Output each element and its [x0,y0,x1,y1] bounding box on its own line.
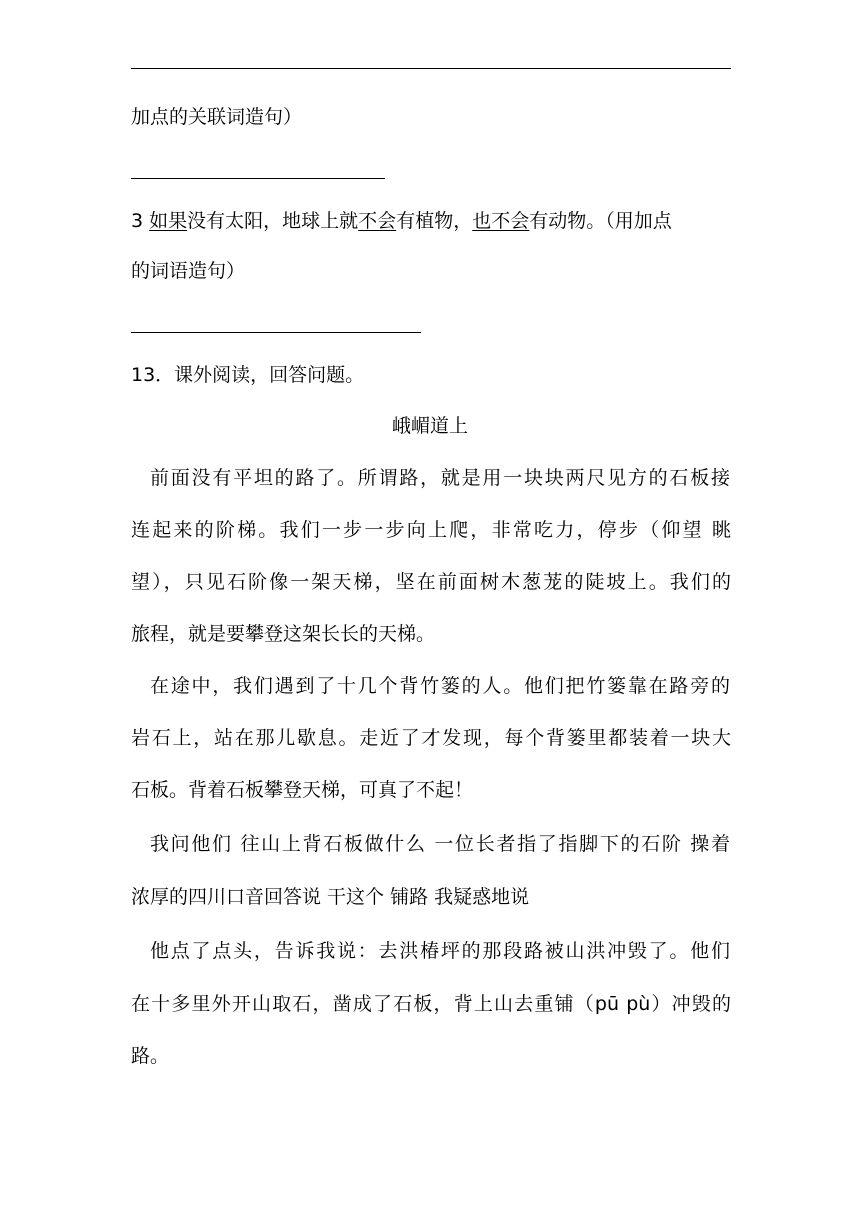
passage-line: 我问他们 往山上背石板做什么 一位长者指了指脚下的石阶 操着 [150,833,730,855]
passage-line: 连起来的阶梯。我们一步一步向上爬，非常吃力，停步（仰望 眺 [131,519,731,541]
word-buhui: 不会 [358,210,397,232]
exercise-3-line-2: 的词语造句） [131,260,246,282]
passage-title: 峨嵋道上 [391,415,468,437]
passage-line: 浓厚的四川口音回答说 干这个 铺路 我疑惑地说 [131,886,530,908]
exercise-3-part-b: 有植物， [396,210,473,232]
passage-line: 望），只见石阶像一架天梯，坚在前面树木葱茏的陡坡上。我们的 [131,571,731,593]
passage-line: 岩石上，站在那儿歇息。走近了才发现，每个背篓里都装着一块大 [131,727,731,749]
exercise-prev-line-end: 加点的关联词造句） [131,106,303,128]
passage-line: 前面没有平坦的路了。所谓路，就是用一块块两尺见方的石板接 [150,467,730,489]
answer-line-1 [131,178,385,179]
exercise-3-line-1 [131,208,731,234]
word-ruguo: 如果 [149,210,188,232]
question-13-heading: 13．课外阅读，回答问题。 [131,364,365,386]
answer-line-top [131,68,731,69]
exercise-3-part-a: 没有太阳，地球上就 [187,210,359,232]
exercise-3-number: 3 [131,210,150,232]
passage-line: 在途中，我们遇到了十几个背竹篓的人。他们把竹篓靠在路旁的 [150,675,730,697]
passage-line: 路。 [131,1045,170,1067]
passage-line: 在十多里外开山取石，凿成了石板，背上山去重铺（pū pù）冲毁的 [131,993,731,1015]
exercise-3-part-c: 有动物。（用加点 [529,210,672,232]
passage-line: 旅程，就是要攀登这架长长的天梯。 [131,623,436,645]
answer-line-2 [131,332,421,333]
passage-line: 石板。背着石板攀登天梯，可真了不起！ [131,779,474,801]
passage-line: 他点了点头，告诉我说：去洪椿坪的那段路被山洪冲毁了。他们 [150,940,730,962]
word-yebuhui: 也不会 [472,210,530,232]
